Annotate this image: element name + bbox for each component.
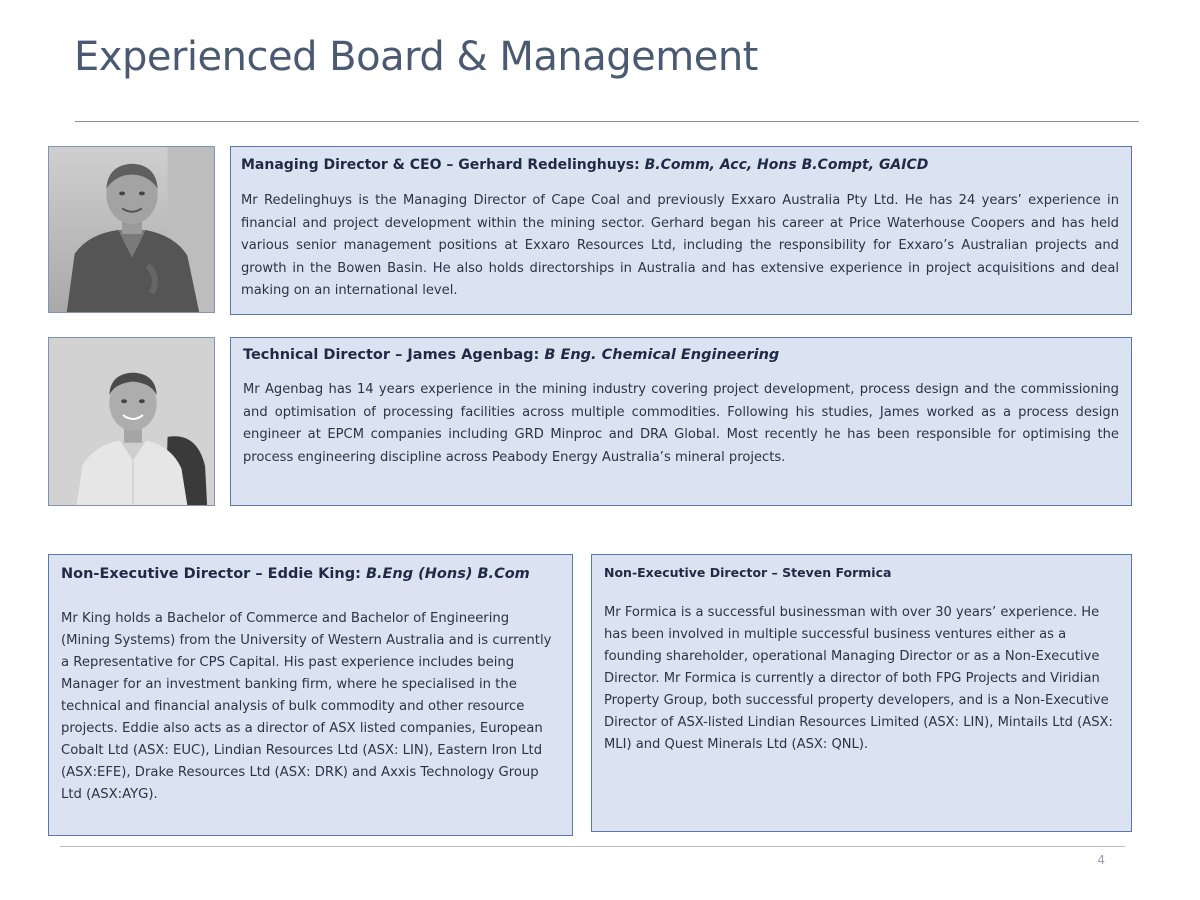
slide-title: Experienced Board & Management [74,34,758,80]
role-name: Non-Executive Director – Steven Formica [604,565,892,580]
qualifications: B Eng. Chemical Engineering [544,347,780,363]
bio-heading [241,156,1119,174]
bio-text: Mr Redelinghuys is the Managing Director of Cape Coal and previously Exxaro Australia Pty Ltd. He has 24 years’ experience in financial and project development within the mining sector. Gerhard began his career at Price Waterhouse Coopers and has held various senior management positions at Exxaro Resources Ltd, including the responsibility for Exxaro’s Australian projects and growth in the Bowen Basin. He also holds directorships in Australia and has extensive experience in project acquisitions and deal making on an international level. [241,193,1119,298]
bio-text: Mr Formica is a successful businessman with over 30 years’ experience. He has been involved in multiple successful business ventures either as a founding shareholder, operational Managing Director or as a Non-Executive Director. Mr Formica is currently a director of both FPG Projects and Viridian Property Group, both successful property developers, and is a Non-Executive Director of ASX-listed Lindian Resources Limited (ASX: LIN), Mintails Ltd (ASX: MLI) and Quest Minerals Ltd (ASX: QNL). [604,605,1113,752]
bio-text: Mr Agenbag has 14 years experience in the mining industry covering project development, process design and the commissioning and optimisation of processing facilities across multiple commodities. Following his studies, James worked as a process design engineer at EPCM companies including GRD Minproc and DRA Global. Most recently he has been responsible for optimising the process engineering discipline across Peabody Energy Australia’s mineral projects. [243,382,1119,465]
bio-card-non-executive-director-formica [591,554,1132,832]
bio-text: Mr King holds a Bachelor of Commerce and Bachelor of Engineering (Mining Systems) from the University of Western Australia and is currently a Representative for CPS Capital. His past experience includes being Manager for an investment banking firm, where he specialised in the technical and financial analysis of bulk commodity and other resource projects. Eddie also acts as a director of ASX listed companies, European Cobalt Ltd (ASX: EUC), Lindian Resources Ltd (ASX: LIN), Eastern Iron Ltd (ASX:EFE), Drake Resources Ltd (ASX: DRK) and Axxis Technology Group Ltd (ASX:AYG). [61,611,552,802]
bio-card-non-executive-director-king [48,554,573,836]
qualifications: B.Eng (Hons) B.Com [365,566,530,582]
bio-heading [243,346,1119,365]
footer-divider [60,846,1125,847]
role-name: Non-Executive Director – Eddie King: [61,566,366,582]
bio-card-managing-director [230,146,1132,315]
bio-heading [61,564,562,584]
qualifications: B.Comm, Acc, Hons B.Compt, GAICD [644,157,929,173]
portrait-image [49,338,214,505]
page-number: 4 [1097,853,1105,867]
title-divider [75,121,1139,122]
photo-technical-director [48,337,215,506]
portrait-image [49,147,214,312]
role-name: Technical Director – James Agenbag: [243,347,545,363]
photo-managing-director [48,146,215,313]
bio-card-technical-director [230,337,1132,506]
role-name: Managing Director & CEO – Gerhard Redelinghuys: [241,157,645,173]
bio-heading [604,564,1121,582]
